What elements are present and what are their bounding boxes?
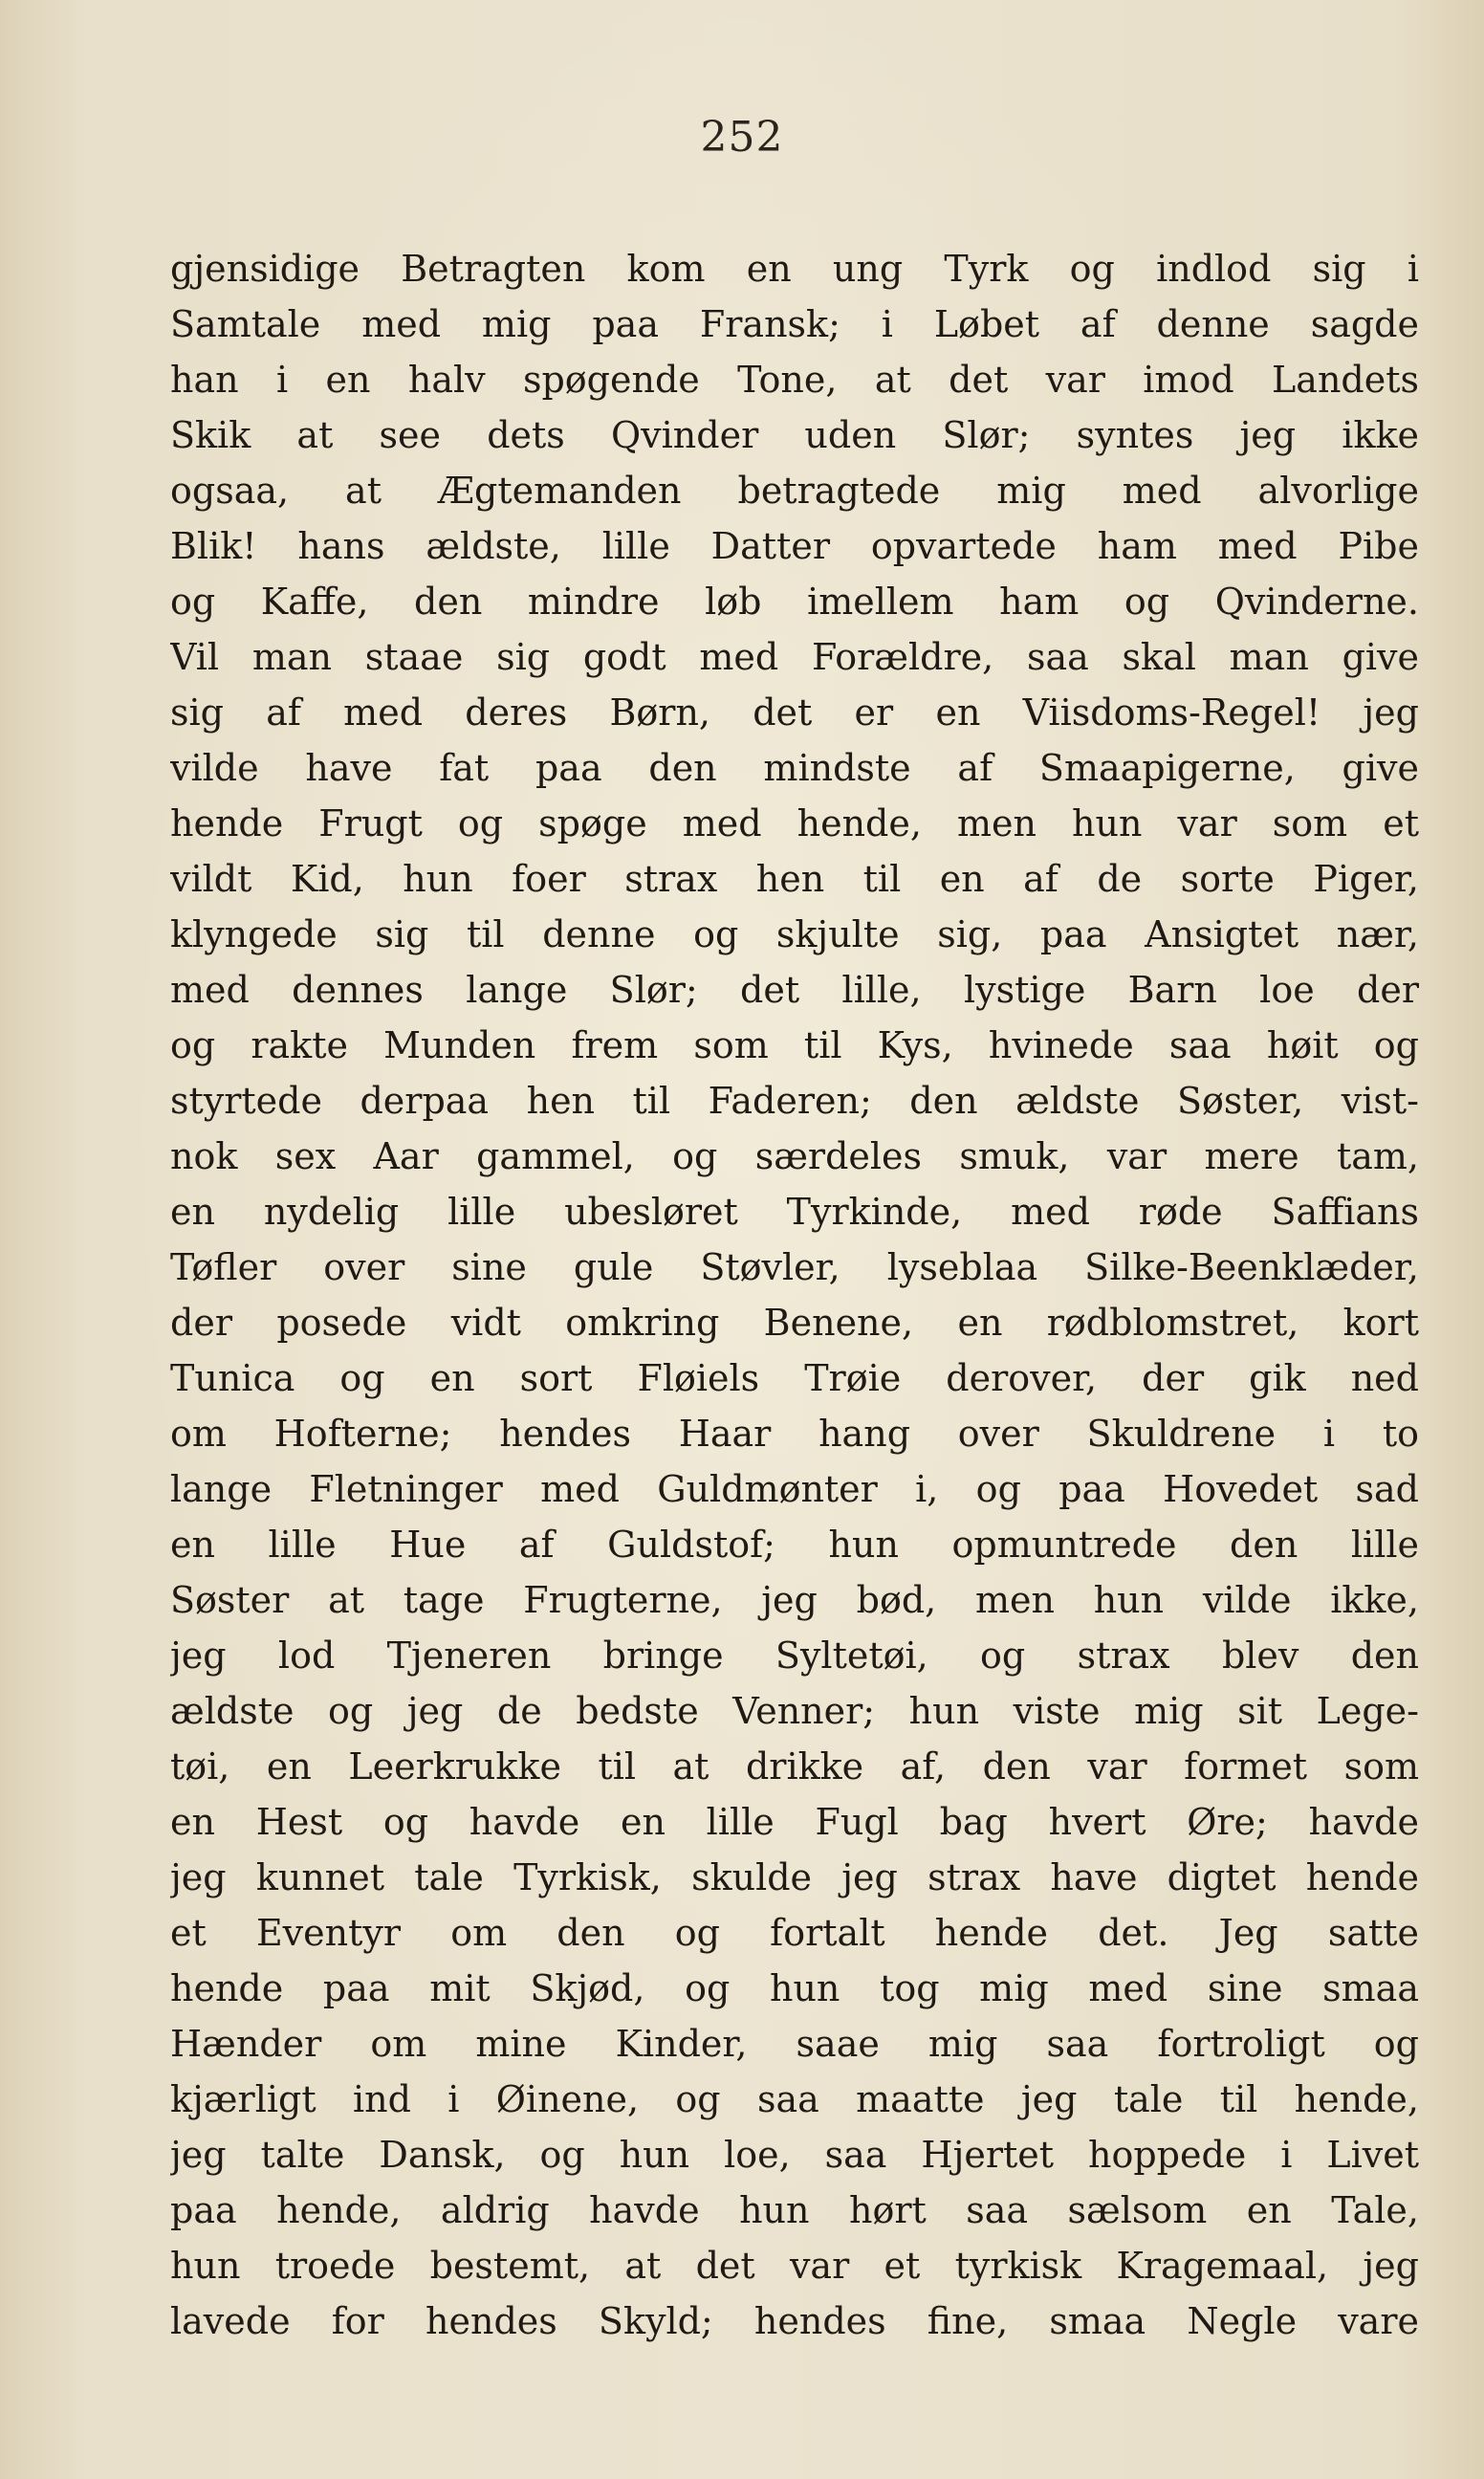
text-line: ældste og jeg de bedste Venner; hun viste mig sit Lege- [170,1690,1419,1732]
text-line: lavede for hendes Skyld; hendes fine, smaa Negle vare [170,2300,1419,2342]
text-line: paa hende, aldrig havde hun hørt saa sælsom en Tale, [170,2189,1419,2231]
text-line: og Kaffe, den mindre løb imellem ham og Qvinderne. [170,581,1419,623]
text-line: Hænder om mine Kinder, saae mig saa fortroligt og [170,2023,1419,2065]
text-line: hende paa mit Skjød, og hun tog mig med sine smaa [170,1967,1419,2009]
text-line: nok sex Aar gammel, og særdeles smuk, var mere tam, [170,1135,1419,1177]
text-line: gjensidige Betragten kom en ung Tyrk og indlod sig i [170,248,1419,290]
text-line: hende Frugt og spøge med hende, men hun var som et [170,802,1419,845]
text-line: sig af med deres Børn, det er en Viisdoms-Regel! jeg [170,691,1419,734]
text-line: Søster at tage Frugterne, jeg bød, men hun vilde ikke, [170,1579,1419,1621]
text-line: styrtede derpaa hen til Faderen; den ældste Søster, vist- [170,1080,1419,1122]
text-line: Skik at see dets Qvinder uden Slør; syntes jeg ikke [170,414,1419,456]
text-line: lange Fletninger med Guldmønter i, og paa Hovedet sad [170,1468,1419,1510]
text-line: han i en halv spøgende Tone, at det var imod Landets [170,359,1419,401]
text-line: Tøfler over sine gule Støvler, lyseblaa Silke-Beenklæder, [170,1246,1419,1288]
text-line: en lille Hue af Guldstof; hun opmuntrede den lille [170,1524,1419,1566]
body-text [170,241,1419,2349]
text-line: et Eventyr om den og fortalt hende det. Jeg satte [170,1912,1419,1954]
text-line: om Hofterne; hendes Haar hang over Skuldrene i to [170,1413,1419,1455]
text-line: en nydelig lille ubesløret Tyrkinde, med røde Saffians [170,1191,1419,1233]
text-line: klyngede sig til denne og skjulte sig, paa Ansigtet nær, [170,913,1419,955]
text-line: vilde have fat paa den mindste af Smaapigerne, give [170,747,1419,789]
text-line: hun troede bestemt, at det var et tyrkisk Kragemaal, jeg [170,2245,1419,2287]
text-line: jeg lod Tjeneren bringe Syltetøi, og strax blev den [170,1634,1419,1677]
text-line: Tunica og en sort Fløiels Trøie derover, der gik ned [170,1357,1419,1399]
text-line: vildt Kid, hun foer strax hen til en af de sorte Piger, [170,858,1419,900]
text-line: og rakte Munden frem som til Kys, hvinede saa høit og [170,1024,1419,1066]
text-line: ogsaa, at Ægtemanden betragtede mig med alvorlige [170,470,1419,512]
page-number: 252 [700,113,784,162]
text-line: kjærligt ind i Øinene, og saa maatte jeg tale til hende, [170,2078,1419,2120]
text-line: en Hest og havde en lille Fugl bag hvert Øre; havde [170,1801,1419,1843]
text-line: der posede vidt omkring Benene, en rødblomstret, kort [170,1302,1419,1344]
text-line: Blik! hans ældste, lille Datter opvartede ham med Pibe [170,525,1419,567]
text-line: Samtale med mig paa Fransk; i Løbet af denne sagde [170,303,1419,345]
text-line: jeg kunnet tale Tyrkisk, skulde jeg strax have digtet hende [170,1856,1419,1898]
text-line: tøi, en Leerkrukke til at drikke af, den var formet som [170,1745,1419,1788]
text-line: jeg talte Dansk, og hun loe, saa Hjertet hoppede i Livet [170,2134,1419,2176]
text-line: Vil man staae sig godt med Forældre, saa skal man give [170,636,1419,678]
text-line: med dennes lange Slør; det lille, lystige Barn loe der [170,969,1419,1011]
